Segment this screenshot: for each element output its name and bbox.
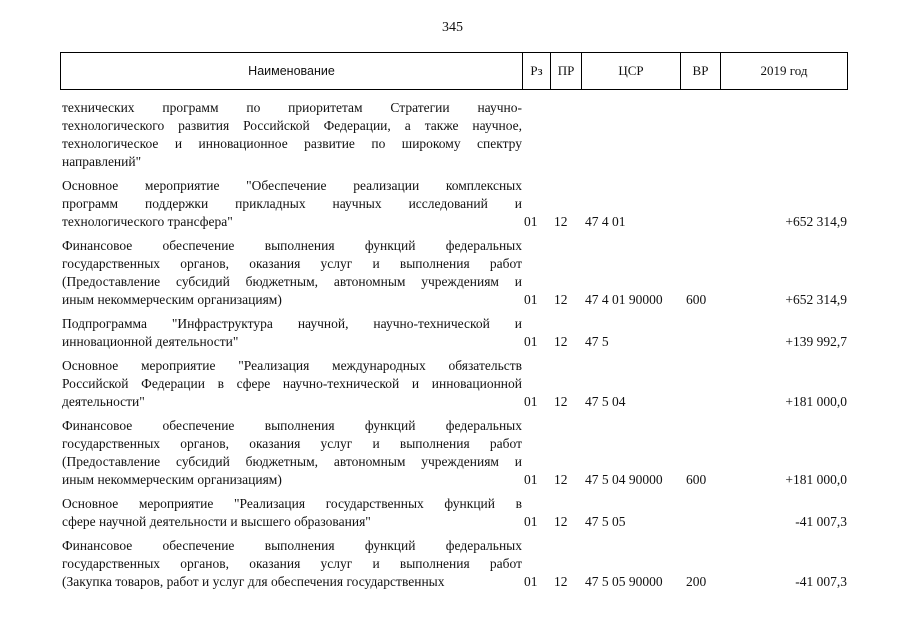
cell-rz: 01	[524, 574, 538, 589]
cell-csr: 47 4 01 90000	[585, 292, 663, 307]
description-line: Российской Федерации в сфере научно-технической и инновационной	[62, 376, 522, 391]
column-header-csr: ЦСР	[582, 53, 681, 90]
cell-csr: 47 5 04 90000	[585, 472, 663, 487]
page-number: 345	[442, 20, 463, 35]
budget-table-body	[62, 99, 852, 597]
cell-amount: +181 000,0	[785, 394, 847, 409]
column-header-vr: ВР	[681, 53, 721, 90]
table-row	[62, 177, 852, 231]
description-line: технических программ по приоритетам Стратегии научно-	[62, 100, 522, 115]
description-line: государственных органов, оказания услуг и выполнения работ	[62, 256, 522, 271]
description-line: Финансовое обеспечение выполнения функций федеральных	[62, 538, 522, 553]
description-line: технологического трансфера"	[62, 214, 233, 229]
description-line: иным некоммерческим организациям)	[62, 292, 282, 307]
cell-pr: 12	[554, 214, 568, 229]
description-line: Основное мероприятие "Обеспечение реализации комплексных	[62, 178, 522, 193]
description-line: Финансовое обеспечение выполнения функций федеральных	[62, 418, 522, 433]
cell-amount: +652 314,9	[785, 292, 847, 307]
description-line: технологического развития Российской Федерации, а также научное,	[62, 118, 522, 133]
table-row	[62, 237, 852, 309]
table-row	[62, 417, 852, 489]
cell-vr: 600	[686, 292, 707, 307]
cell-csr: 47 5 05	[585, 514, 626, 529]
cell-rz: 01	[524, 292, 538, 307]
cell-amount: +139 992,7	[785, 334, 847, 349]
cell-csr: 47 5 05 90000	[585, 574, 663, 589]
cell-rz: 01	[524, 214, 538, 229]
description-line: Основное мероприятие "Реализация международных обязательств	[62, 358, 522, 373]
cell-pr: 12	[554, 574, 568, 589]
table-row	[62, 357, 852, 411]
cell-csr: 47 5	[585, 334, 609, 349]
cell-csr: 47 5 04	[585, 394, 626, 409]
column-header-name: Наименование	[61, 53, 523, 90]
cell-pr: 12	[554, 514, 568, 529]
description-line: (Закупка товаров, работ и услуг для обеспечения государственных	[62, 574, 445, 589]
cell-vr: 200	[686, 574, 707, 589]
description-line: Подпрограмма "Инфраструктура научной, научно-технической и	[62, 316, 522, 331]
cell-amount: -41 007,3	[795, 574, 847, 589]
cell-pr: 12	[554, 394, 568, 409]
cell-pr: 12	[554, 292, 568, 307]
description-line: программ поддержки прикладных научных исследований и	[62, 196, 522, 211]
table-row	[62, 99, 852, 171]
description-line: технологическое и инновационное развитие по широкому спектру	[62, 136, 522, 151]
table-row	[62, 537, 852, 591]
description-line: направлений"	[62, 154, 142, 169]
description-line: Основное мероприятие "Реализация государственных функций в	[62, 496, 522, 511]
cell-amount: +181 000,0	[785, 472, 847, 487]
cell-rz: 01	[524, 514, 538, 529]
description-line: Финансовое обеспечение выполнения функций федеральных	[62, 238, 522, 253]
description-line: государственных органов, оказания услуг и выполнения работ	[62, 556, 522, 571]
cell-csr: 47 4 01	[585, 214, 626, 229]
description-line: (Предоставление субсидий бюджетным, автономным учреждениям и	[62, 274, 522, 289]
cell-pr: 12	[554, 334, 568, 349]
cell-rz: 01	[524, 334, 538, 349]
description-line: инновационной деятельности"	[62, 334, 239, 349]
table-row	[62, 315, 852, 351]
table-header	[60, 52, 848, 90]
description-line: сфере научной деятельности и высшего образования"	[62, 514, 371, 529]
description-line: государственных органов, оказания услуг и выполнения работ	[62, 436, 522, 451]
cell-amount: +652 314,9	[785, 214, 847, 229]
cell-amount: -41 007,3	[795, 514, 847, 529]
cell-rz: 01	[524, 394, 538, 409]
description-line: (Предоставление субсидий бюджетным, автономным учреждениям и	[62, 454, 522, 469]
cell-rz: 01	[524, 472, 538, 487]
column-header-pr: ПР	[551, 53, 582, 90]
column-header-rz: Рз	[523, 53, 551, 90]
cell-pr: 12	[554, 472, 568, 487]
column-header-year: 2019 год	[721, 53, 848, 90]
table-row	[62, 495, 852, 531]
description-line: деятельности"	[62, 394, 145, 409]
description-line: иным некоммерческим организациям)	[62, 472, 282, 487]
cell-vr: 600	[686, 472, 707, 487]
